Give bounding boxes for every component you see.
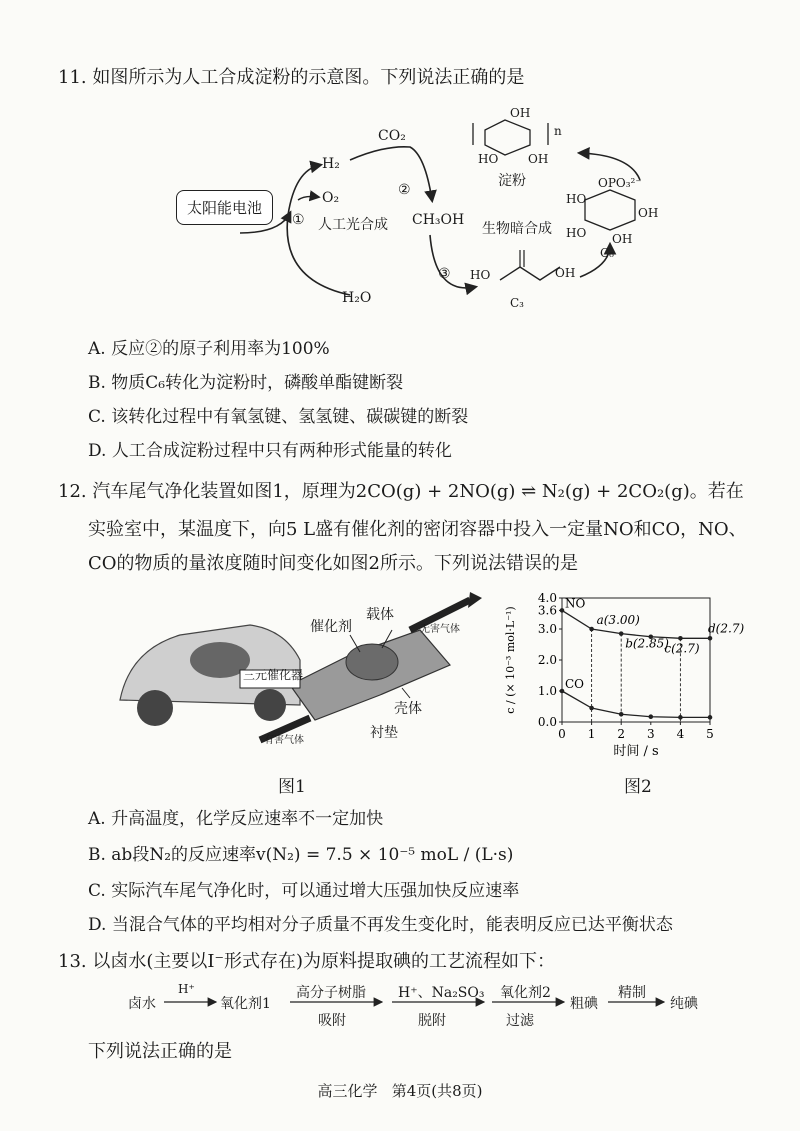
cycle2-arrow [350,147,432,200]
y-tick-label: 2.0 [537,653,557,667]
q13-stem: 13. 以卤水(主要以I⁻形式存在)为原料提取碘的工艺流程如下： [58,951,556,972]
in-gas-label: 有害气体 [264,735,304,746]
starch-label: 淀粉 [498,173,526,189]
data-point-co [619,712,624,717]
x-tick-label: 5 [706,727,714,741]
data-point-no [619,631,624,636]
point-annotation: a(3.00) [596,613,640,627]
fig1-caption: 图1 [278,777,306,797]
q11-option-a: A. 反应②的原子利用率为100% [88,339,330,359]
y-tick-label: 0.0 [537,715,557,729]
converter-core [346,644,398,680]
starch-ring [485,120,530,155]
c6-ho-bottom: HO [566,226,587,240]
solar-cell-box: 太阳能电池 [176,190,273,225]
c6-ring [585,190,635,230]
q11-option-d: D. 人工合成淀粉过程中只有两种形式能量的转化 [88,441,452,461]
o2-arrow [298,196,318,200]
c3-oh-label: OH [555,266,576,280]
y-axis-label: c / (× 10⁻³ mol·L⁻¹) [504,606,517,714]
q12-stem-line2: 实验室中，某温度下，向5 L盛有催化剂的密闭容器中投入一定量NO和CO，NO、 [88,519,747,540]
starch-ho: HO [478,152,499,166]
series-label-no: NO [565,596,586,611]
flow-step4-top: 氧化剂2 [500,985,551,1001]
concentration-chart [500,590,745,765]
q12-stem-line1: 12. 汽车尾气净化装置如图1，原理为2CO(g) + 2NO(g) ⇌ N₂(g) + 2CO₂(g)。若在 [58,481,744,502]
flow-step4-bottom: 过滤 [506,1013,534,1029]
car-wheel-front [137,690,173,726]
y-tick-label: 3.6 [537,603,557,618]
page-footer: 高三化学 第4页(共8页) [317,1082,483,1100]
flow-step3-bottom: 脱附 [418,1013,446,1029]
data-point-no [678,636,683,641]
x-tick-label: 1 [587,727,596,741]
liner-label: 衬垫 [370,725,398,741]
ch3oh-label: CH₃OH [412,212,465,228]
flow-step2-top: 高分子树脂 [296,985,366,1001]
flow-crude: 粗碘 [570,996,598,1012]
co2-label: CO₂ [378,128,406,144]
q12-option-b: B. ab段N₂的反应速率v(N₂) = 7.5 × 10⁻⁵ moL / (L·s) [88,845,514,865]
flow-step3-top: H⁺、Na₂SO₃ [398,985,485,1001]
data-point-co [649,714,654,719]
q12-option-a: A. 升高温度，化学反应速率不一定加快 [88,809,384,829]
q13-tail: 下列说法正确的是 [88,1041,232,1062]
starch-n: n [554,124,562,138]
o2-label: O₂ [322,190,340,206]
point-annotation: b(2.85) [625,636,669,651]
cycle3-arrow [430,235,475,288]
carrier-label: 载体 [366,607,394,623]
data-point-co [708,715,713,720]
artificial-label: 人工光合成 [318,217,388,233]
c6-label: C₆ [600,246,614,260]
converter-label: 三元催化器 [243,668,304,682]
point-annotation: c(2.7) [664,641,700,656]
q12-stem-line3: CO的物质的量浓度随时间变化如图2所示。下列说法错误的是 [88,553,578,574]
catalyst-label: 催化剂 [310,619,352,635]
q11-option-b: B. 物质C₆转化为淀粉时，磷酸单酯键断裂 [88,373,404,393]
c3-ho-label: HO [470,268,491,282]
synthesis-diagram [170,105,700,315]
c3-label: C₃ [510,296,524,310]
c6-oh-bottom: OH [612,232,633,246]
flow-pure: 纯碘 [670,996,698,1012]
y-tick-label: 3.0 [537,622,557,636]
c6-opo3: OPO₃²⁻ [598,176,642,190]
starch-oh-top: OH [510,106,531,120]
q11-stem: 11. 如图所示为人工合成淀粉的示意图。下列说法正确的是 [58,67,525,88]
starch-oh: OH [528,152,549,166]
car-wheel-rear [254,689,286,721]
data-point-co [678,715,683,720]
x-tick-label: 4 [676,727,685,741]
step2-label: ② [398,182,411,198]
data-point-no [708,636,713,641]
x-axis-label: 时间 / s [613,744,659,759]
c6-ho-top: HO [566,192,587,206]
c3-carbonyl [520,250,524,267]
starch-brackets [473,123,548,145]
series-line-co [562,691,710,717]
data-point-co [560,689,565,694]
flow-step2-bottom: 吸附 [318,1013,346,1029]
data-point-co [589,706,594,711]
flow-mid1: 氧化剂1 [220,996,271,1012]
shell-label: 壳体 [394,701,422,717]
h2o-label: H₂O [342,290,372,306]
y-tick-label: 4.0 [537,591,557,605]
c3-structure [500,267,560,280]
solar-arrow [240,213,290,233]
x-tick-label: 2 [617,727,626,741]
h2-label: H₂ [322,156,340,172]
out-gas-label: 无害气体 [420,624,460,635]
step3-label: ③ [438,266,451,282]
flow-step1-top: H⁺ [178,982,195,996]
fig2-caption: 图2 [624,777,652,797]
q12-option-c: C. 实际汽车尾气净化时，可以通过增大压强加快反应速率 [88,881,520,901]
y-tick-label: 1.0 [537,684,557,698]
series-label-co: CO [565,677,585,691]
bio-label: 生物暗合成 [482,221,552,237]
flow-step5-top: 精制 [618,985,646,1001]
data-point-no [560,608,565,613]
c6-oh-right: OH [638,206,659,220]
step1-label: ① [292,212,305,228]
q12-option-d: D. 当混合气体的平均相对分子质量不再发生变化时，能表明反应已达平衡状态 [88,915,673,935]
q11-option-c: C. 该转化过程中有氧氢键、氢氢键、碳碳键的断裂 [88,407,469,427]
data-point-no [589,627,594,632]
x-tick-label: 0 [558,727,566,741]
x-tick-label: 3 [646,727,655,741]
flow-start: 卤水 [128,996,156,1012]
point-annotation: d(2.7) [708,621,745,636]
